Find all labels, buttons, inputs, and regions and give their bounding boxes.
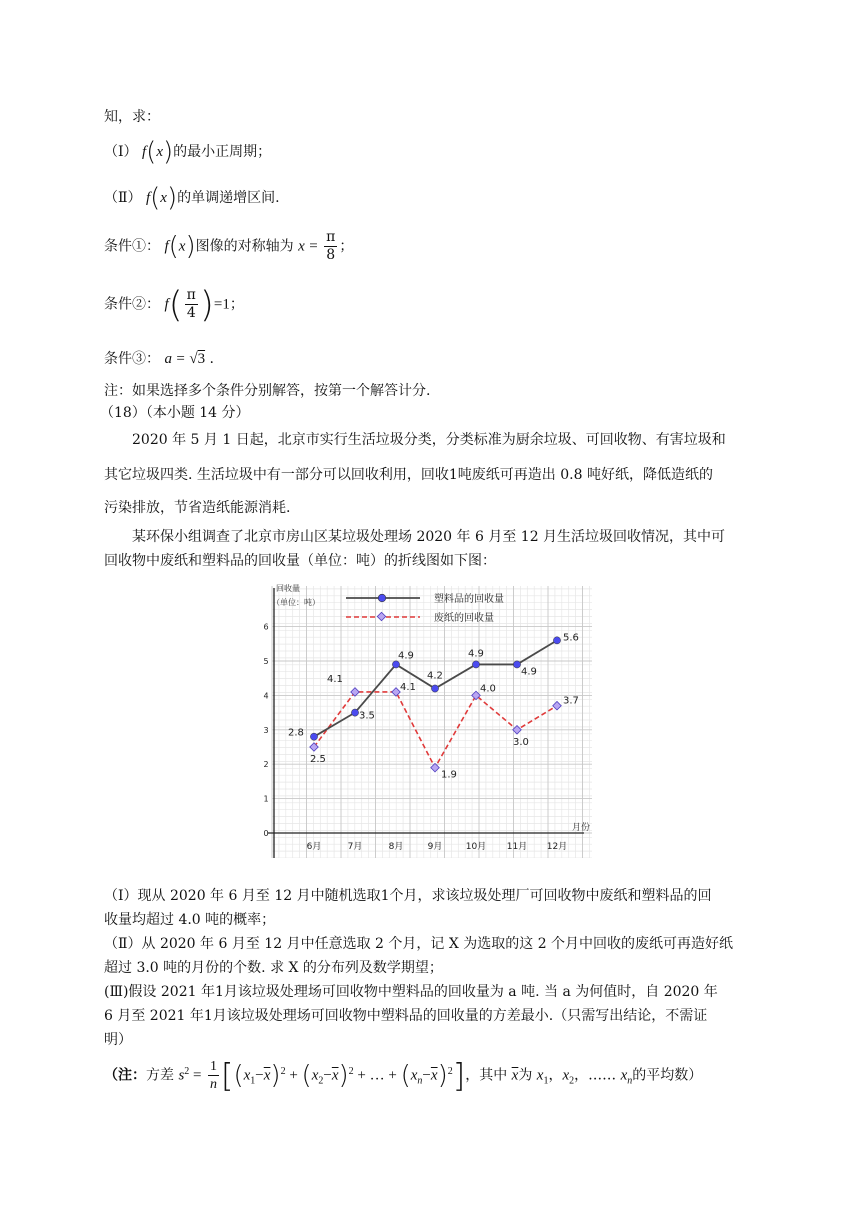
data-label-paper: 1.9 (441, 769, 457, 781)
data-label-plastic: 4.9 (398, 650, 414, 662)
condition-1: 条件①： f(x)图像的对称轴为 x = $\frac{\pi}{8}$ ； (104, 229, 354, 263)
data-label-paper: 3.0 (513, 736, 529, 748)
legend-label-plastic: 塑料品的回收量 (434, 594, 504, 605)
text-line: 知，求： (104, 109, 160, 125)
data-point-plastic (472, 661, 479, 668)
data-label-plastic: 4.2 (427, 670, 443, 682)
data-label-paper: 2.5 (310, 754, 326, 765)
x-tick-label: 7月 (347, 842, 363, 852)
x-tick-label: 6月 (306, 842, 322, 852)
question-part-2: （Ⅱ） f(x)的单调递增区间. (104, 183, 280, 213)
data-label-plastic: 5.6 (563, 632, 579, 644)
chart-grid (272, 586, 592, 858)
data-point-paper (553, 701, 561, 709)
data-point-plastic (351, 709, 358, 716)
y-tick-label: 3 (263, 725, 269, 735)
data-point-paper (392, 688, 400, 696)
y-tick-label: 1 (263, 794, 269, 804)
recycling-line-chart (258, 580, 592, 858)
data-label-plastic: 4.9 (468, 648, 484, 660)
chart-legend (346, 592, 504, 624)
x-tick-label: 12月 (546, 842, 568, 852)
data-point-plastic (431, 685, 438, 692)
question-part-1-cont: 收量均超过 4.0 吨的概率； (104, 912, 276, 928)
data-point-plastic (310, 733, 317, 740)
legend-label-paper: 废纸的回收量 (434, 613, 494, 624)
y-axis-title: 回收量 (276, 584, 300, 593)
legend-marker-paper (377, 612, 385, 620)
paragraph-line: 2020 年 5 月 1 日起，北京市实行生活垃圾分类，分类标准为厨余垃圾、可回收物、有害垃圾和 (132, 432, 726, 448)
y-axis-title-unit: （单位：吨） (272, 598, 320, 607)
question-18-heading: （18）（本小题 14 分） (100, 405, 250, 421)
paragraph-line: 回收物中废纸和塑料品的回收量（单位：吨）的折线图如下图： (104, 553, 496, 569)
question-part-2-cont: 超过 3.0 吨的月份的个数. 求 X 的分布列及数学期望； (104, 960, 443, 976)
legend-marker-plastic (378, 594, 386, 602)
x-tick-label: 10月 (465, 842, 487, 852)
note: 注：如果选择多个条件分别解答，按第一个解答计分. (104, 383, 431, 399)
question-part-3: (Ⅲ)假设 2021 年1月该垃圾处理场可回收物中塑料品的回收量为 a 吨. 当 a 为何值时，自 2020 年 (104, 984, 718, 1000)
data-point-plastic (553, 637, 560, 644)
data-label-plastic: 2.8 (288, 727, 304, 739)
question-part-2: （Ⅱ）从 2020 年 6 月至 12 月中任意选取 2 个月，记 X 为选取的这 2 个月中回收的废纸可再造好纸 (104, 936, 734, 952)
x-tick-label: 11月 (506, 842, 528, 852)
data-label-paper: 4.1 (327, 673, 343, 685)
question-part-1: （Ⅰ）现从 2020 年 6 月至 12 月中随机选取1个月，求该垃圾处理厂可回收物中废纸和塑料品的回 (104, 888, 712, 904)
question-part-3-cont: 6 月至 2021 年1月该垃圾处理场可回收物中塑料品的回收量的方差最小.（只需写出结论，不需证 (104, 1008, 708, 1024)
y-tick-label: 6 (263, 622, 269, 632)
data-label-paper: 4.1 (400, 681, 416, 693)
y-tick-label: 2 (263, 760, 269, 770)
data-point-plastic (513, 661, 520, 668)
condition-3: 条件③： a = √3 . (104, 351, 214, 367)
data-label-plastic: 4.9 (521, 666, 537, 678)
x-axis-title: 月份 (571, 823, 590, 833)
paragraph-line: 某环保小组调查了北京市房山区某垃圾处理场 2020 年 6 月至 12 月生活垃圾回收情况，其中可 (132, 529, 726, 545)
x-tick-label: 8月 (388, 842, 404, 852)
paragraph-line: 污染排放，节省造纸能源消耗. (104, 500, 291, 516)
data-label-paper: 4.0 (480, 683, 496, 695)
y-tick-label: 5 (263, 657, 269, 666)
x-tick-label: 9月 (427, 842, 443, 852)
data-point-plastic (392, 661, 399, 668)
data-point-paper (431, 763, 439, 771)
variance-note: （注：方差 $s^2$ = $\frac{1}{n}$ [$(x_1-\overline{x})^2 + (x_2-\overline{x})^2$ + … + $(x_n-\overline{x})^2$]，其中 $\overline{x}$为 $x_1$，$x_2$，…… $x_n$的平均数） (104, 1056, 703, 1095)
question-part-3-cont: 明） (104, 1032, 132, 1048)
paragraph-line: 其它垃圾四类. 生活垃圾中有一部分可以回收利用，回收1吨废纸可再造出 0.8 吨好纸，降低造纸的 (104, 467, 713, 483)
condition-2: 条件②： f( $\frac{\pi}{4}$ )=1； (104, 284, 244, 326)
data-label-plastic: 3.5 (359, 710, 375, 722)
data-label-paper: 3.7 (563, 695, 579, 707)
y-tick-label: 0 (263, 829, 269, 838)
question-part-1: （Ⅰ） f(x)的最小正周期； (104, 137, 272, 167)
y-tick-label: 4 (263, 691, 269, 701)
